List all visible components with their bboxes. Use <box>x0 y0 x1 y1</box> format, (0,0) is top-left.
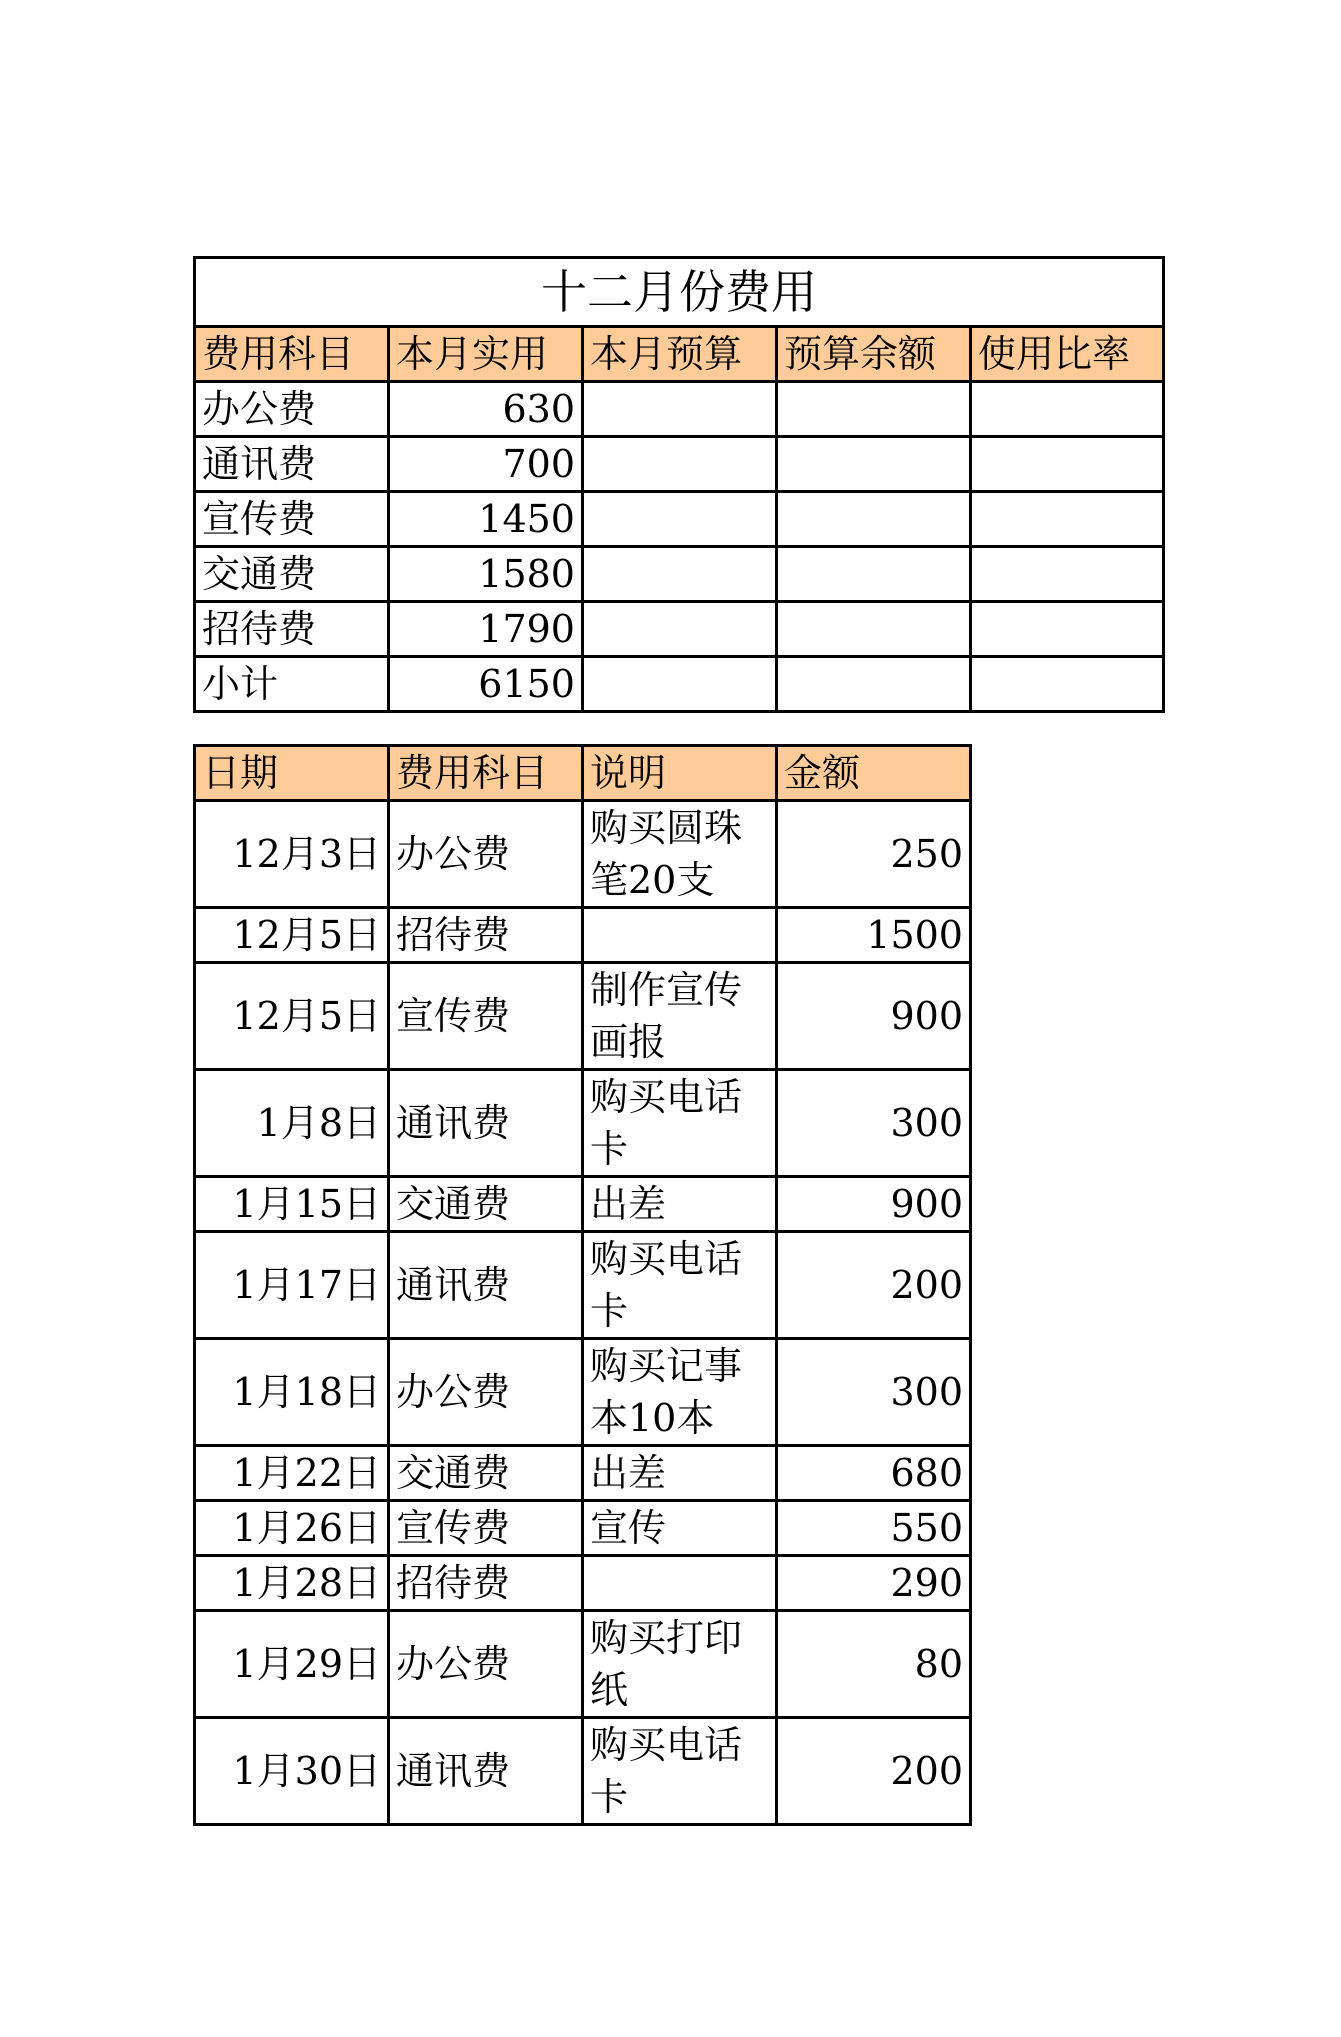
table-row <box>195 1501 971 1556</box>
detail-header-cell[interactable]: 说明 <box>583 746 777 801</box>
desc-cell[interactable]: 购买圆珠笔20支 <box>583 801 777 908</box>
date-cell[interactable]: 1月28日 <box>195 1556 389 1611</box>
summary-row <box>195 602 1164 657</box>
summary-header-cell[interactable]: 本月预算 <box>583 327 777 382</box>
balance-cell[interactable] <box>777 492 971 547</box>
summary-row <box>195 437 1164 492</box>
amount-cell[interactable]: 900 <box>777 1177 971 1232</box>
table-row <box>195 1718 971 1825</box>
date-cell[interactable]: 1月30日 <box>195 1718 389 1825</box>
summary-header-row <box>195 327 1164 382</box>
date-cell[interactable]: 1月26日 <box>195 1501 389 1556</box>
date-cell[interactable]: 12月5日 <box>195 963 389 1070</box>
category-cell[interactable]: 交通费 <box>389 1446 583 1501</box>
amount-cell[interactable]: 550 <box>777 1501 971 1556</box>
balance-cell[interactable] <box>777 602 971 657</box>
category-cell[interactable]: 宣传费 <box>389 963 583 1070</box>
category-cell[interactable]: 通讯费 <box>389 1232 583 1339</box>
table-row <box>195 1446 971 1501</box>
category-cell[interactable]: 通讯费 <box>389 1070 583 1177</box>
desc-cell[interactable]: 宣传 <box>583 1501 777 1556</box>
desc-cell[interactable]: 购买电话卡 <box>583 1718 777 1825</box>
ratio-cell[interactable] <box>971 657 1164 712</box>
date-cell[interactable]: 1月18日 <box>195 1339 389 1446</box>
actual-cell[interactable]: 700 <box>389 437 583 492</box>
actual-cell[interactable]: 630 <box>389 382 583 437</box>
desc-cell[interactable]: 制作宣传画报 <box>583 963 777 1070</box>
budget-cell[interactable] <box>583 437 777 492</box>
category-cell[interactable]: 办公费 <box>389 801 583 908</box>
category-cell[interactable]: 通讯费 <box>389 1718 583 1825</box>
balance-cell[interactable] <box>777 437 971 492</box>
table-row <box>195 1232 971 1339</box>
amount-cell[interactable]: 80 <box>777 1611 971 1718</box>
actual-cell[interactable]: 6150 <box>389 657 583 712</box>
actual-cell[interactable]: 1580 <box>389 547 583 602</box>
budget-cell[interactable] <box>583 382 777 437</box>
amount-cell[interactable]: 290 <box>777 1556 971 1611</box>
category-cell[interactable]: 办公费 <box>389 1611 583 1718</box>
summary-row <box>195 382 1164 437</box>
table-row <box>195 963 971 1070</box>
ratio-cell[interactable] <box>971 382 1164 437</box>
amount-cell[interactable]: 250 <box>777 801 971 908</box>
date-cell[interactable]: 12月3日 <box>195 801 389 908</box>
category-cell[interactable]: 通讯费 <box>195 437 389 492</box>
amount-cell[interactable]: 300 <box>777 1070 971 1177</box>
budget-cell[interactable] <box>583 547 777 602</box>
actual-cell[interactable]: 1790 <box>389 602 583 657</box>
desc-cell[interactable]: 出差 <box>583 1177 777 1232</box>
actual-cell[interactable]: 1450 <box>389 492 583 547</box>
desc-cell[interactable]: 购买电话卡 <box>583 1070 777 1177</box>
table-row <box>195 1339 971 1446</box>
balance-cell[interactable] <box>777 382 971 437</box>
detail-table <box>193 744 972 1826</box>
budget-cell[interactable] <box>583 657 777 712</box>
balance-cell[interactable] <box>777 547 971 602</box>
budget-cell[interactable] <box>583 602 777 657</box>
ratio-cell[interactable] <box>971 492 1164 547</box>
amount-cell[interactable]: 680 <box>777 1446 971 1501</box>
summary-header-cell[interactable]: 费用科目 <box>195 327 389 382</box>
desc-cell[interactable]: 购买电话卡 <box>583 1232 777 1339</box>
budget-cell[interactable] <box>583 492 777 547</box>
table-row <box>195 801 971 908</box>
date-cell[interactable]: 1月29日 <box>195 1611 389 1718</box>
amount-cell[interactable]: 1500 <box>777 908 971 963</box>
category-cell[interactable]: 办公费 <box>389 1339 583 1446</box>
detail-header-cell[interactable]: 费用科目 <box>389 746 583 801</box>
amount-cell[interactable]: 300 <box>777 1339 971 1446</box>
category-cell[interactable]: 交通费 <box>195 547 389 602</box>
detail-header-cell[interactable]: 金额 <box>777 746 971 801</box>
summary-row <box>195 492 1164 547</box>
ratio-cell[interactable] <box>971 547 1164 602</box>
detail-header-cell[interactable]: 日期 <box>195 746 389 801</box>
table-row <box>195 1177 971 1232</box>
table-row <box>195 908 971 963</box>
ratio-cell[interactable] <box>971 437 1164 492</box>
category-cell[interactable]: 小计 <box>195 657 389 712</box>
table-row <box>195 1070 971 1177</box>
table-row <box>195 1556 971 1611</box>
category-cell[interactable]: 招待费 <box>389 908 583 963</box>
desc-cell[interactable] <box>583 908 777 963</box>
detail-header-row <box>195 746 971 801</box>
category-cell[interactable]: 办公费 <box>195 382 389 437</box>
desc-cell[interactable]: 购买打印纸 <box>583 1611 777 1718</box>
summary-header-cell[interactable]: 本月实用 <box>389 327 583 382</box>
summary-subtotal-row <box>195 657 1164 712</box>
category-cell[interactable]: 宣传费 <box>389 1501 583 1556</box>
amount-cell[interactable]: 900 <box>777 963 971 1070</box>
summary-table <box>193 256 1165 713</box>
category-cell[interactable]: 交通费 <box>389 1177 583 1232</box>
desc-cell[interactable]: 购买记事本10本 <box>583 1339 777 1446</box>
date-cell[interactable]: 1月15日 <box>195 1177 389 1232</box>
category-cell[interactable]: 招待费 <box>195 602 389 657</box>
date-cell[interactable]: 12月5日 <box>195 908 389 963</box>
category-cell[interactable]: 宣传费 <box>195 492 389 547</box>
balance-cell[interactable] <box>777 657 971 712</box>
amount-cell[interactable]: 200 <box>777 1232 971 1339</box>
date-cell[interactable]: 1月17日 <box>195 1232 389 1339</box>
summary-title[interactable]: 十二月份费用 <box>195 258 1164 327</box>
summary-header-cell[interactable]: 使用比率 <box>971 327 1164 382</box>
table-row <box>195 1611 971 1718</box>
date-cell[interactable]: 1月8日 <box>195 1070 389 1177</box>
summary-row <box>195 547 1164 602</box>
summary-header-cell[interactable]: 预算余额 <box>777 327 971 382</box>
category-cell[interactable]: 招待费 <box>389 1556 583 1611</box>
date-cell[interactable]: 1月22日 <box>195 1446 389 1501</box>
desc-cell[interactable]: 出差 <box>583 1446 777 1501</box>
desc-cell[interactable] <box>583 1556 777 1611</box>
amount-cell[interactable]: 200 <box>777 1718 971 1825</box>
ratio-cell[interactable] <box>971 602 1164 657</box>
